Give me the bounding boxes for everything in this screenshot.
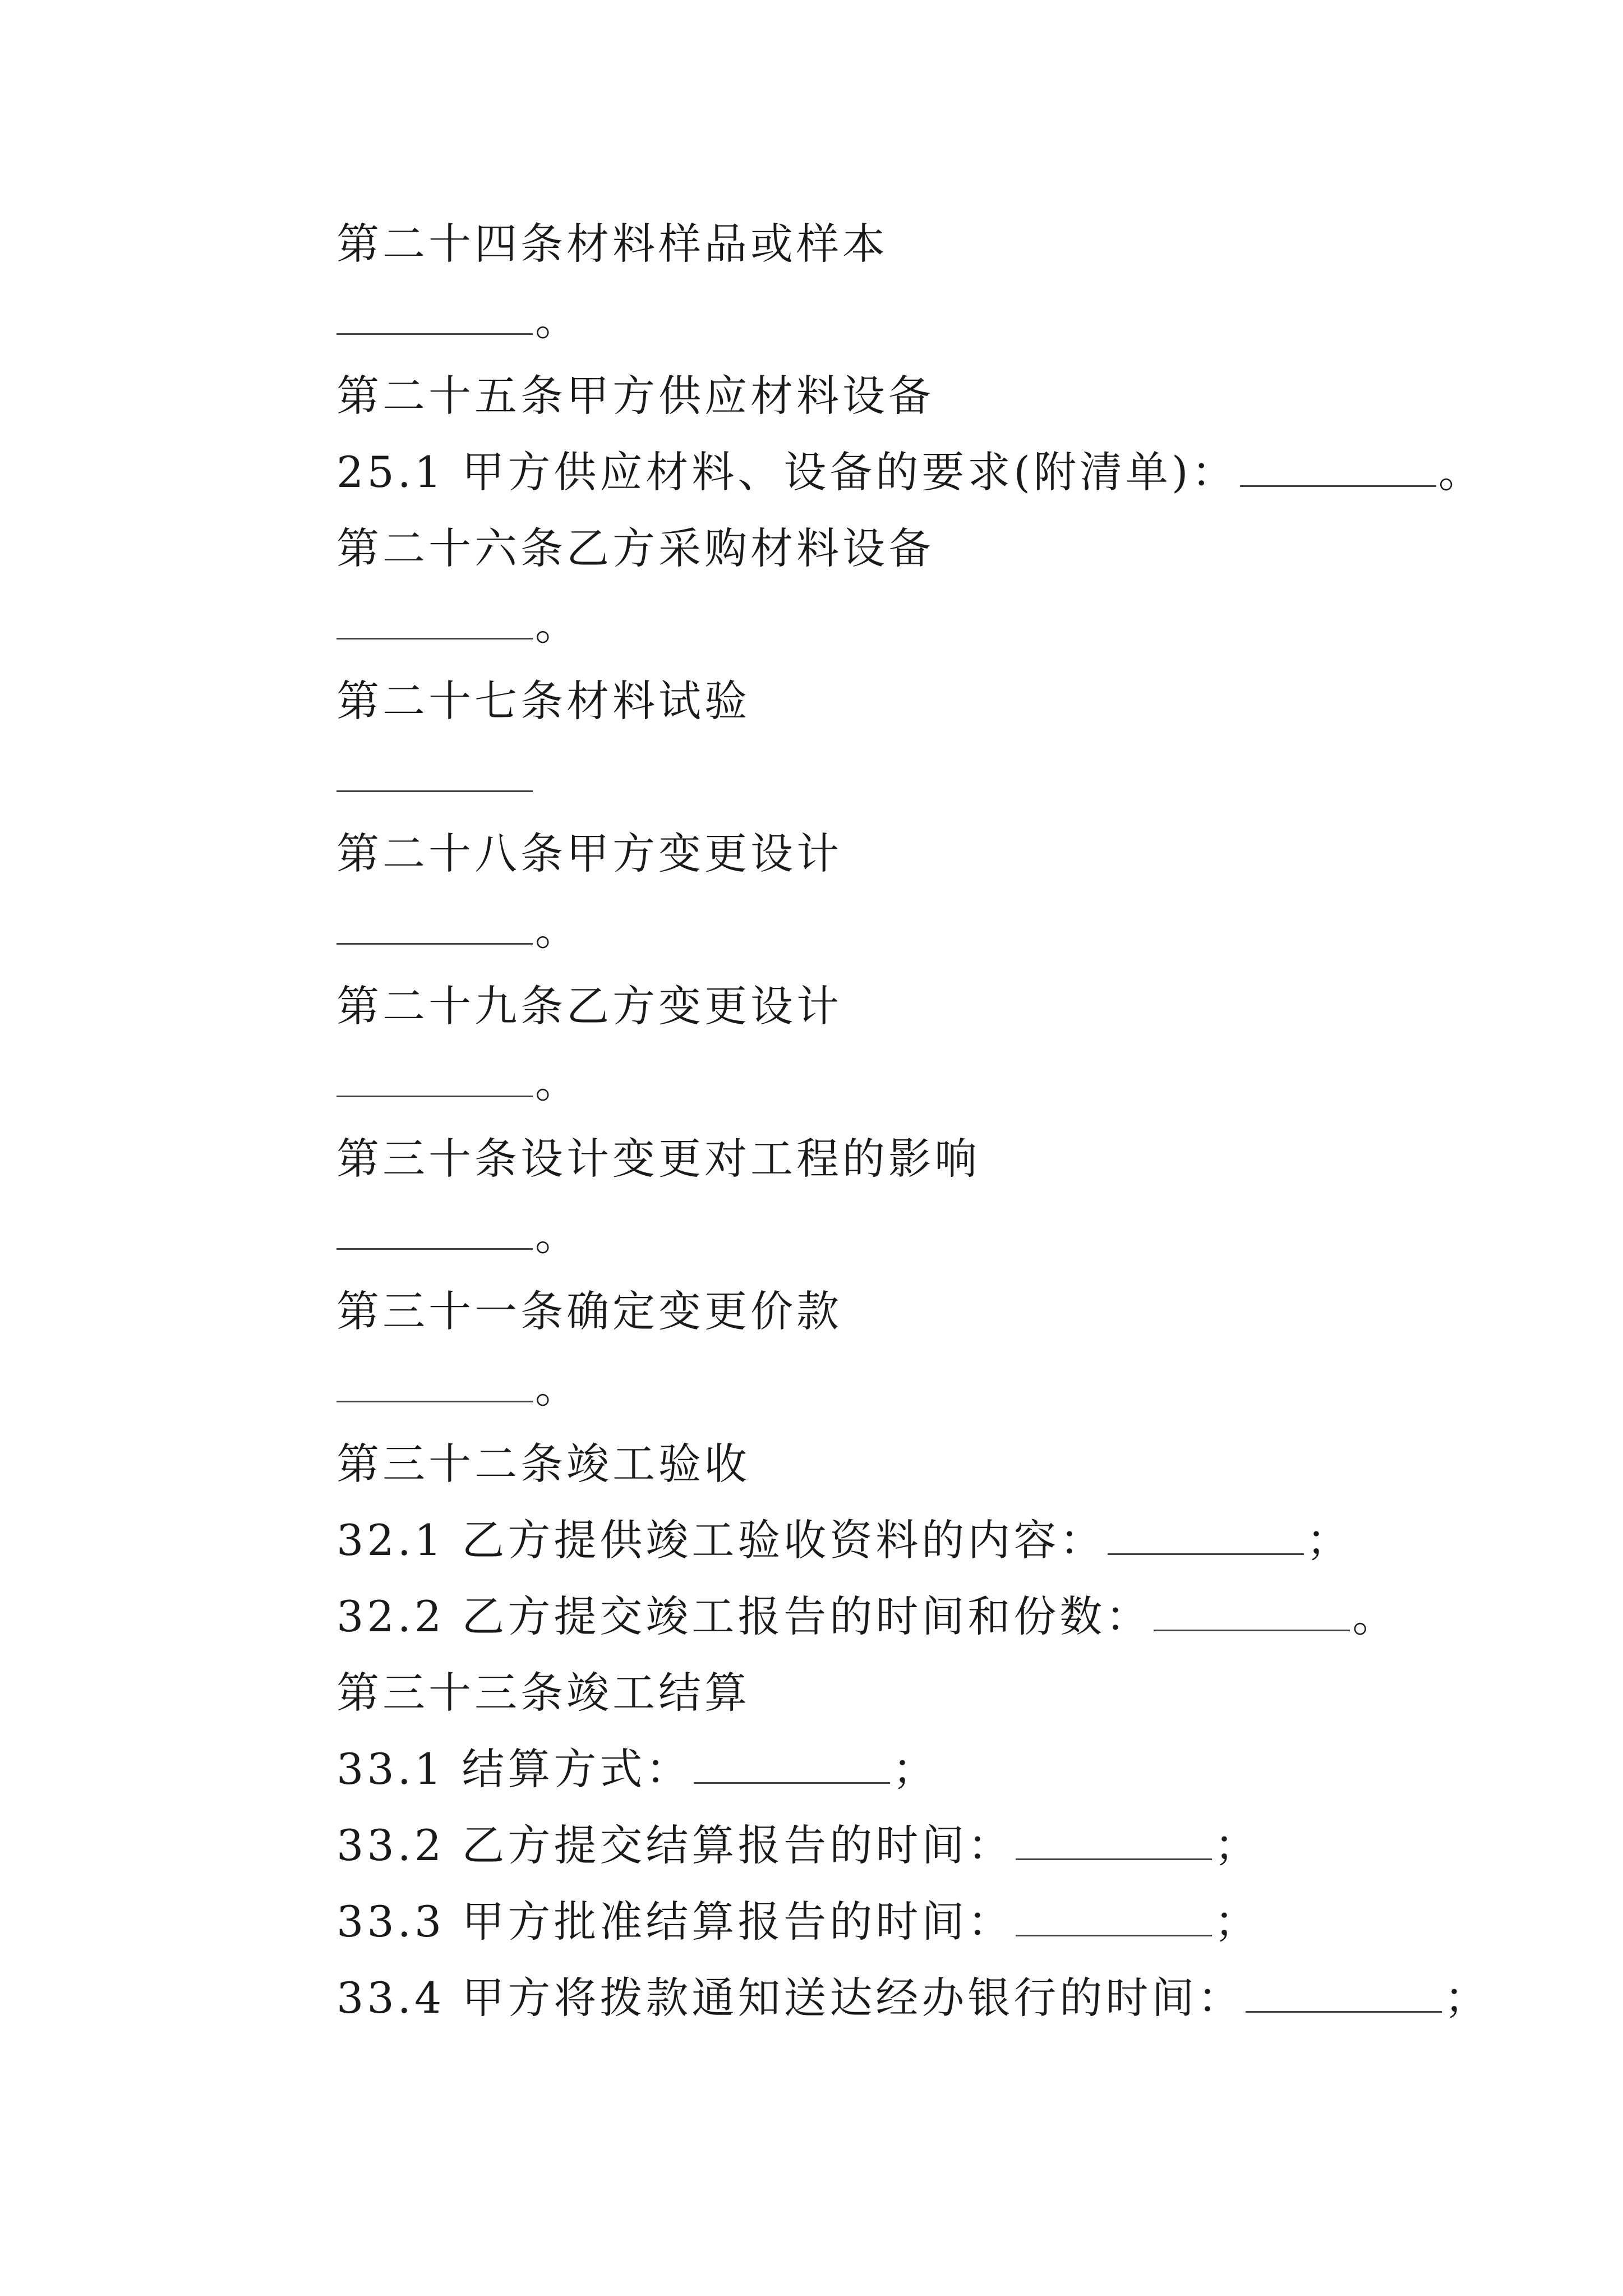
line-text: 第二十八条甲方变更设计 [336,829,842,878]
line-text: 第三十三条竣工结算 [336,1668,750,1718]
line-text: 33.4 甲方将拨款通知送达经办银行的时间： [336,1973,1244,2023]
line-suffix: 。 [535,1363,581,1412]
line-suffix: ； [1306,1515,1353,1565]
blank-underline[interactable] [336,300,533,335]
clause-32-2 [336,1589,1398,1645]
blank-underline[interactable] [1016,1825,1212,1860]
line-suffix: 。 [535,600,581,650]
blank-underline[interactable] [336,1367,533,1402]
article-29-fill-line [336,1055,581,1111]
article-30-heading [336,1131,980,1187]
clause-33-2 [336,1818,1260,1874]
line-text: 32.1 乙方提供竣工验收资料的内容： [336,1515,1106,1565]
line-suffix: 。 [535,1210,581,1260]
blank-underline[interactable] [336,1214,533,1250]
blank-underline[interactable] [336,604,533,639]
clause-25-1 [336,444,1484,500]
blank-underline[interactable] [336,909,533,945]
line-text: 32.2 乙方提交竣工报告的时间和份数： [336,1591,1152,1641]
article-32-heading [336,1436,750,1492]
line-suffix: ； [1214,1897,1261,1947]
line-text: 第二十七条材料试验 [336,676,750,726]
clause-32-1 [336,1512,1352,1568]
article-26-heading [336,521,934,577]
line-suffix: 。 [535,295,581,345]
blank-underline[interactable] [1154,1596,1350,1631]
blank-underline[interactable] [336,1062,533,1097]
clause-33-4 [336,1970,1490,2026]
line-suffix: ； [892,1744,939,1794]
article-24-fill-line [336,292,581,348]
line-text: 25.1 甲方供应材料、设备的要求(附清单)： [336,447,1238,497]
line-text: 第三十二条竣工验收 [336,1439,750,1489]
blank-underline[interactable] [1108,1520,1304,1555]
line-suffix: ； [1444,1973,1491,2023]
line-text: 第三十条设计变更对工程的影响 [336,1134,980,1184]
article-24-heading [336,216,888,272]
line-suffix: 。 [1352,1591,1399,1641]
blank-underline[interactable] [694,1749,890,1784]
article-31-fill-line [336,1360,581,1416]
article-33-heading [336,1665,750,1721]
line-suffix: ； [1214,1820,1261,1870]
blank-underline[interactable] [1246,1977,1442,2013]
line-text: 第二十六条乙方采购材料设备 [336,523,934,573]
line-text: 33.3 甲方批准结算报告的时间： [336,1897,1014,1947]
article-28-heading [336,826,842,882]
article-31-heading [336,1283,842,1340]
line-text: 33.2 乙方提交结算报告的时间： [336,1820,1014,1870]
blank-underline[interactable] [336,757,533,792]
article-29-heading [336,978,842,1034]
blank-underline[interactable] [1016,1901,1212,1936]
article-30-fill-line [336,1207,581,1263]
line-suffix: 。 [1438,447,1484,497]
line-text: 第二十九条乙方变更设计 [336,981,842,1031]
clause-33-1 [336,1741,938,1797]
line-text: 33.1 结算方式： [336,1744,692,1794]
line-text: 第二十五条甲方供应材料设备 [336,371,934,421]
blank-underline[interactable] [1240,452,1436,487]
article-27-heading [336,673,750,729]
line-text: 第三十一条确定变更价款 [336,1286,842,1336]
line-suffix: 。 [535,905,581,955]
line-suffix: 。 [535,1057,581,1107]
article-27-fill-line [336,749,535,806]
clause-33-3 [336,1894,1260,1950]
line-text: 第二十四条材料样品或样本 [336,219,888,269]
article-26-fill-line [336,597,581,653]
article-28-fill-line [336,902,581,958]
article-25-heading [336,368,934,424]
